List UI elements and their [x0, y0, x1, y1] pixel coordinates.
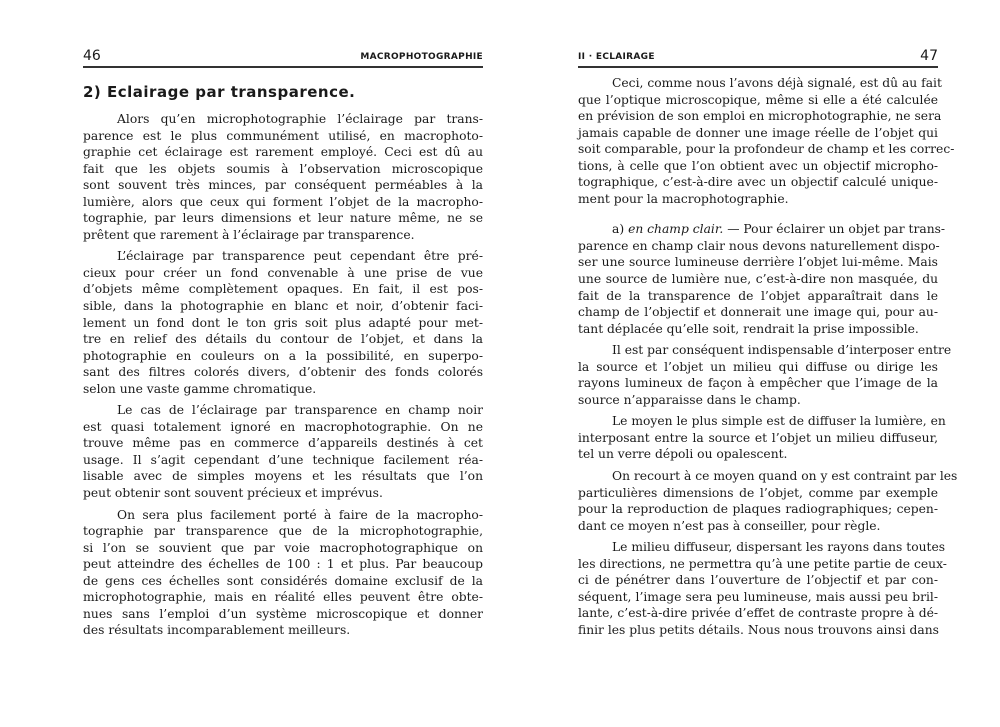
text-line: a) en champ clair. — Pour éclairer un objet par trans-	[612, 222, 946, 237]
text-line: L’éclairage par transparence peut cependant être pré-	[117, 249, 483, 264]
text-line: particulières dimensions de l’objet, comme par exemple	[578, 485, 938, 500]
text-line: Le moyen le plus simple est de diffuser la lumière, en	[612, 414, 946, 429]
text-line: des résultats incomparablement meilleurs.	[83, 623, 351, 638]
paragraph	[578, 468, 958, 534]
subsection-title: en champ clair.	[628, 222, 724, 237]
text-line: graphie cet éclairage est rarement employé. Ceci est dû au	[83, 145, 483, 160]
paragraph	[578, 75, 955, 207]
text-line: Alors qu’en microphotographie l’éclairage par trans-	[117, 112, 483, 126]
text-line: lante, c’est-à-dire privée d’effet de contraste propre à dé-	[578, 606, 938, 621]
text-line: sont souvent très minces, par conséquent perméables à la	[83, 178, 483, 193]
text-line: ci de pénétrer dans l’ouverture de l’objectif et par con-	[578, 573, 938, 588]
text-line: On recourt à ce moyen quand on y est contraint par les	[612, 469, 958, 484]
text-line: sible, dans la photographie en blanc et noir, d’obtenir faci-	[83, 299, 483, 314]
text-line: d’objets même complètement opaques. En fait, il est pos-	[83, 282, 483, 297]
page-number: 47	[920, 48, 938, 64]
text-line: tre en relief des détails du contour de l’objet, et dans la	[83, 332, 483, 347]
text-line: la source et l’objet un milieu qui diffuse ou dirige les	[578, 359, 938, 374]
text-line: parence est le plus communément utilisé, en macrophoto-	[83, 128, 483, 143]
text-line: fait de la transparence de l’objet apparaîtrait dans le	[578, 288, 938, 303]
text-line: dant ce moyen n’est pas à conseiller, pour règle.	[578, 518, 881, 533]
section-title: 2) Eclairage par transparence.	[83, 83, 356, 101]
paragraph	[578, 539, 947, 638]
paragraph	[83, 507, 483, 639]
running-header	[578, 46, 938, 66]
header-rule	[578, 66, 938, 68]
text-line: peut obtenir sont souvent précieux et imprévus.	[83, 486, 383, 501]
text-line: que l’optique microscopique, même si elle a été calculée	[578, 92, 938, 107]
text-line: en prévision de son emploi en microphotographie, ne sera	[578, 109, 942, 124]
text-line: selon une vaste gamme chromatique.	[83, 381, 317, 396]
text-line: interposant entre la source et l’objet un milieu diffuseur,	[578, 430, 938, 445]
text-line: On sera plus facilement porté à faire de la macropho-	[117, 507, 483, 522]
text-line: sant des filtres colorés divers, d’obtenir des fonds colorés	[83, 365, 483, 380]
text-line: ment pour la macrophotographie.	[578, 191, 789, 206]
text-line: Le cas de l’éclairage par transparence en champ noir	[117, 403, 483, 418]
running-title: II · ECLAIRAGE	[578, 52, 655, 62]
text-line: tant déplacée qu’elle soit, rendrait la prise impossible.	[578, 321, 919, 336]
body-text	[578, 75, 958, 639]
body-text	[83, 111, 483, 639]
page-number: 46	[83, 48, 101, 64]
text-line: tographique, c’est-à-dire avec un objectif calculé unique-	[578, 175, 938, 190]
running-title: MACROPHOTOGRAPHIE	[360, 52, 483, 62]
text-line: rayons lumineux de façon à empêcher que l’image de la	[578, 376, 938, 391]
text-line: une source de lumière nue, c’est-à-dire non masquée, du	[578, 272, 938, 287]
text-line: prêtent que rarement à l’éclairage par transparence.	[83, 227, 415, 242]
text-line: est quasi totalement ignoré en macrophotographie. On ne	[83, 419, 483, 434]
text-line: tographie par transparence que de la microphotographie,	[83, 524, 483, 539]
text-line: peut atteindre des échelles de 100 : 1 et plus. Par beaucoup	[83, 557, 483, 572]
text-line: Ceci, comme nous l’avons déjà signalé, est dû au fait	[612, 76, 942, 90]
text-line: source n’apparaisse dans le champ.	[578, 392, 801, 407]
text-line: Il est par conséquent indispensable d’interposer entre	[612, 343, 952, 358]
text-line: lement un fond dont le ton gris soit plus adapté pour met-	[83, 315, 483, 330]
text-line: séquent, l’image sera peu lumineuse, mais aussi peu bril-	[578, 589, 938, 604]
text-line: parence en champ clair nous devons naturellement dispo-	[578, 238, 940, 253]
text-line: lumière, alors que ceux qui forment l’objet de la macropho-	[83, 194, 483, 209]
text-line: ser une source lumineuse derrière l’objet lui-même. Mais	[578, 255, 938, 270]
text-line: tions, à celle que l’on obtient avec un objectif micropho-	[578, 158, 938, 173]
header-rule	[83, 66, 483, 68]
text-line: jamais capable de donner une image réelle de l’objet qui	[578, 125, 938, 140]
text-line: cieux pour créer un fond convenable à une prise de vue	[83, 265, 483, 280]
paragraph	[83, 248, 483, 397]
subsection-paragraph	[578, 221, 946, 337]
text-line: tographie, par leurs dimensions et leur nature même, ne se	[83, 211, 483, 226]
text-line: Le milieu diffuseur, dispersant les rayons dans toutes	[612, 540, 946, 555]
text-line: les directions, ne permettra qu’à une petite partie de ceux-	[578, 556, 947, 571]
text-line: trouve même pas en commerce d’appareils destinés à cet	[83, 436, 483, 451]
subsection-label: a)	[612, 222, 625, 237]
text-line: usage. Il s’agit cependant d’une technique facilement réa-	[83, 452, 483, 467]
paragraph	[83, 402, 483, 501]
text-line: finir les plus petits détails. Nous nous trouvons ainsi dans	[578, 622, 939, 637]
text-line: tel un verre dépoli ou opalescent.	[578, 447, 788, 462]
text-line: lisable avec de simples moyens et les résultats que l’on	[83, 469, 483, 484]
text-line: de gens ces échelles sont considérés domaine exclusif de la	[83, 573, 483, 588]
text-line: champ de l’objectif et donnerait une image qui, pour au-	[578, 305, 938, 320]
text-line: photographie en couleurs on a la possibilité, en superpo-	[83, 348, 483, 363]
paragraph	[578, 342, 952, 408]
text-line: microphotographie, mais en réalité elles peuvent être obte-	[83, 590, 483, 605]
paragraph	[83, 111, 483, 243]
text-line: soit comparable, pour la profondeur de champ et les correc-	[578, 142, 955, 157]
running-header	[83, 46, 483, 66]
paragraph	[578, 413, 946, 463]
text-line: fait que les objets soumis à l’observation microscopique	[83, 161, 483, 176]
text-line: nues sans l’emploi d’un système microscopique et donner	[83, 606, 483, 621]
text-line: si l’on se souvient que par voie macrophotographique on	[83, 540, 483, 555]
text-line: pour la reproduction de plaques radiographiques; cepen-	[578, 502, 938, 517]
